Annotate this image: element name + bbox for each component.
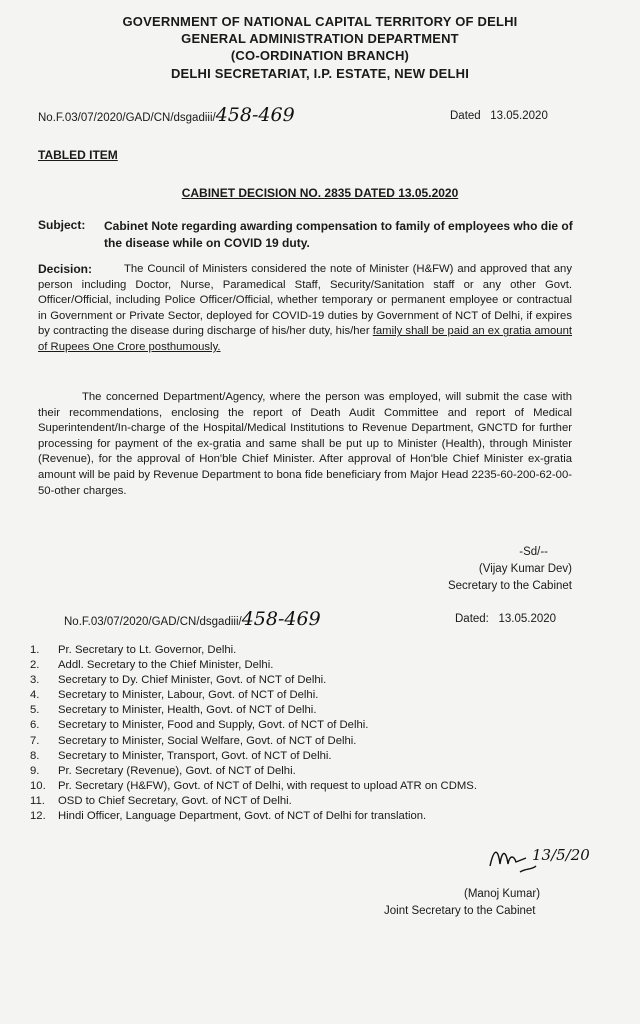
paragraph-processing: The concerned Department/Agency, where the person was employed, will submit the case with their recommendations, enclosing the report of Death Audit Committee and report of Medical Superintendent/In-charge of the Hospital/Medical Institutions to Revenue Department, GNCTD for further processing for payment of the ex-gratia and same shall be put up to Minister (Health), through Minister (Revenue), for the approval of Hon'ble Chief Minister. After approval of Hon'ble Chief Minister ex-gratia amount will be paid by Revenue Department to bona fide beneficiary from Major Head 2235-60-200-62-00-50-other charges.: [38, 391, 572, 497]
header-address: DELHI SECRETARIAT, I.P. ESTATE, NEW DELHI: [170, 66, 470, 81]
list-item: 3. Secretary to Dy. Chief Minister, Govt. of NCT of Delhi.: [30, 674, 327, 687]
tabled-item-heading: TABLED ITEM: [38, 148, 118, 162]
date-top: [450, 110, 548, 122]
handwritten-number-bottom: 458-469: [241, 608, 321, 630]
decision-underlined: family shall be paid an ex gratia amount of Rupees One Crore posthumously.: [38, 325, 573, 353]
cabinet-decision-heading: CABINET DECISION NO. 2835 DATED 13.05.2020: [181, 186, 459, 200]
handwritten-number: 458-469: [215, 104, 295, 126]
date-bottom: [455, 613, 556, 625]
signature-date: 13/5/20: [532, 846, 590, 864]
list-item: 4. Secretary to Minister, Labour, Govt. of NCT of Delhi.: [30, 689, 319, 702]
signatory-name: (Vijay Kumar Dev): [478, 563, 572, 575]
header-dept: GENERAL ADMINISTRATION DEPARTMENT: [181, 31, 459, 46]
list-item: 12. Hindi Officer, Language Department, Govt. of NCT of Delhi for translation.: [30, 810, 427, 823]
signature-block-1: [380, 544, 572, 595]
date-label-bottom: Dated:: [455, 613, 489, 625]
list-item: 7. Secretary to Minister, Social Welfare, Govt. of NCT of Delhi.: [30, 734, 357, 747]
subject-text: Cabinet Note regarding awarding compensation to family of employees who die of the disease while on COVID 19 duty.: [104, 219, 573, 250]
date-value: 13.05.2020: [490, 110, 548, 122]
list-item: 6. Secretary to Minister, Food and Supply, Govt. of NCT of Delhi.: [30, 719, 369, 732]
reference-bottom: [64, 608, 321, 630]
distribution-list: [30, 643, 590, 824]
signatory-title-2: Joint Secretary to the Cabinet: [384, 905, 536, 917]
list-item: 5. Secretary to Minister, Health, Govt. of NCT of Delhi.: [30, 704, 317, 717]
header-branch: (CO-ORDINATION BRANCH): [230, 48, 410, 63]
list-item: 10. Pr. Secretary (H&FW), Govt. of NCT of Delhi, with request to upload ATR on CDMS.: [30, 779, 477, 792]
list-item: 9. Pr. Secretary (Revenue), Govt. of NCT of Delhi.: [30, 764, 296, 777]
signature-sd: -Sd/--: [519, 546, 548, 558]
file-number-bottom: No.F.03/07/2020/GAD/CN/dsgadiii/: [64, 616, 242, 628]
handwritten-signature: [486, 838, 606, 886]
list-item: 8. Secretary to Minister, Transport, Govt. of NCT of Delhi.: [30, 749, 332, 762]
signature-block-2: [384, 886, 574, 920]
signatory-title: Secretary to the Cabinet: [447, 580, 572, 592]
list-item: 11. OSD to Chief Secretary, Govt. of NCT of Delhi.: [30, 794, 292, 807]
decision-label: Decision:: [38, 262, 93, 276]
decision-text: [38, 262, 572, 356]
subject-label: Subject:: [38, 218, 86, 232]
file-number: No.F.03/07/2020/GAD/CN/dsgadiii/: [38, 112, 216, 124]
list-item: 2. Addl. Secretary to the Chief Minister, Delhi.: [30, 659, 274, 672]
reference-top: [38, 104, 295, 126]
signatory-name-2: (Manoj Kumar): [464, 888, 541, 900]
decision-body: The Council of Ministers considered the note of Minister (H&FW) and approved that any person including Doctor, Nurse, Paramedical Staff, Security/Sanitation staff or any other Govt. Officer/Official, including Police Officer/Official, whether temporary or permanent employee or contractual in Government or Private Sector, deployed for COVID-19 duties by Government of NCT of Delhi, if expires by contracting the disease during discharge of his/her duty, his/her: [38, 263, 572, 338]
list-item: 1. Pr. Secretary to Lt. Governor, Delhi.: [30, 644, 237, 656]
date-label: Dated: [450, 110, 481, 122]
date-value-bottom: 13.05.2020: [498, 613, 557, 625]
header-govt: GOVERNMENT OF NATIONAL CAPITAL TERRITORY OF DELHI: [122, 14, 518, 29]
